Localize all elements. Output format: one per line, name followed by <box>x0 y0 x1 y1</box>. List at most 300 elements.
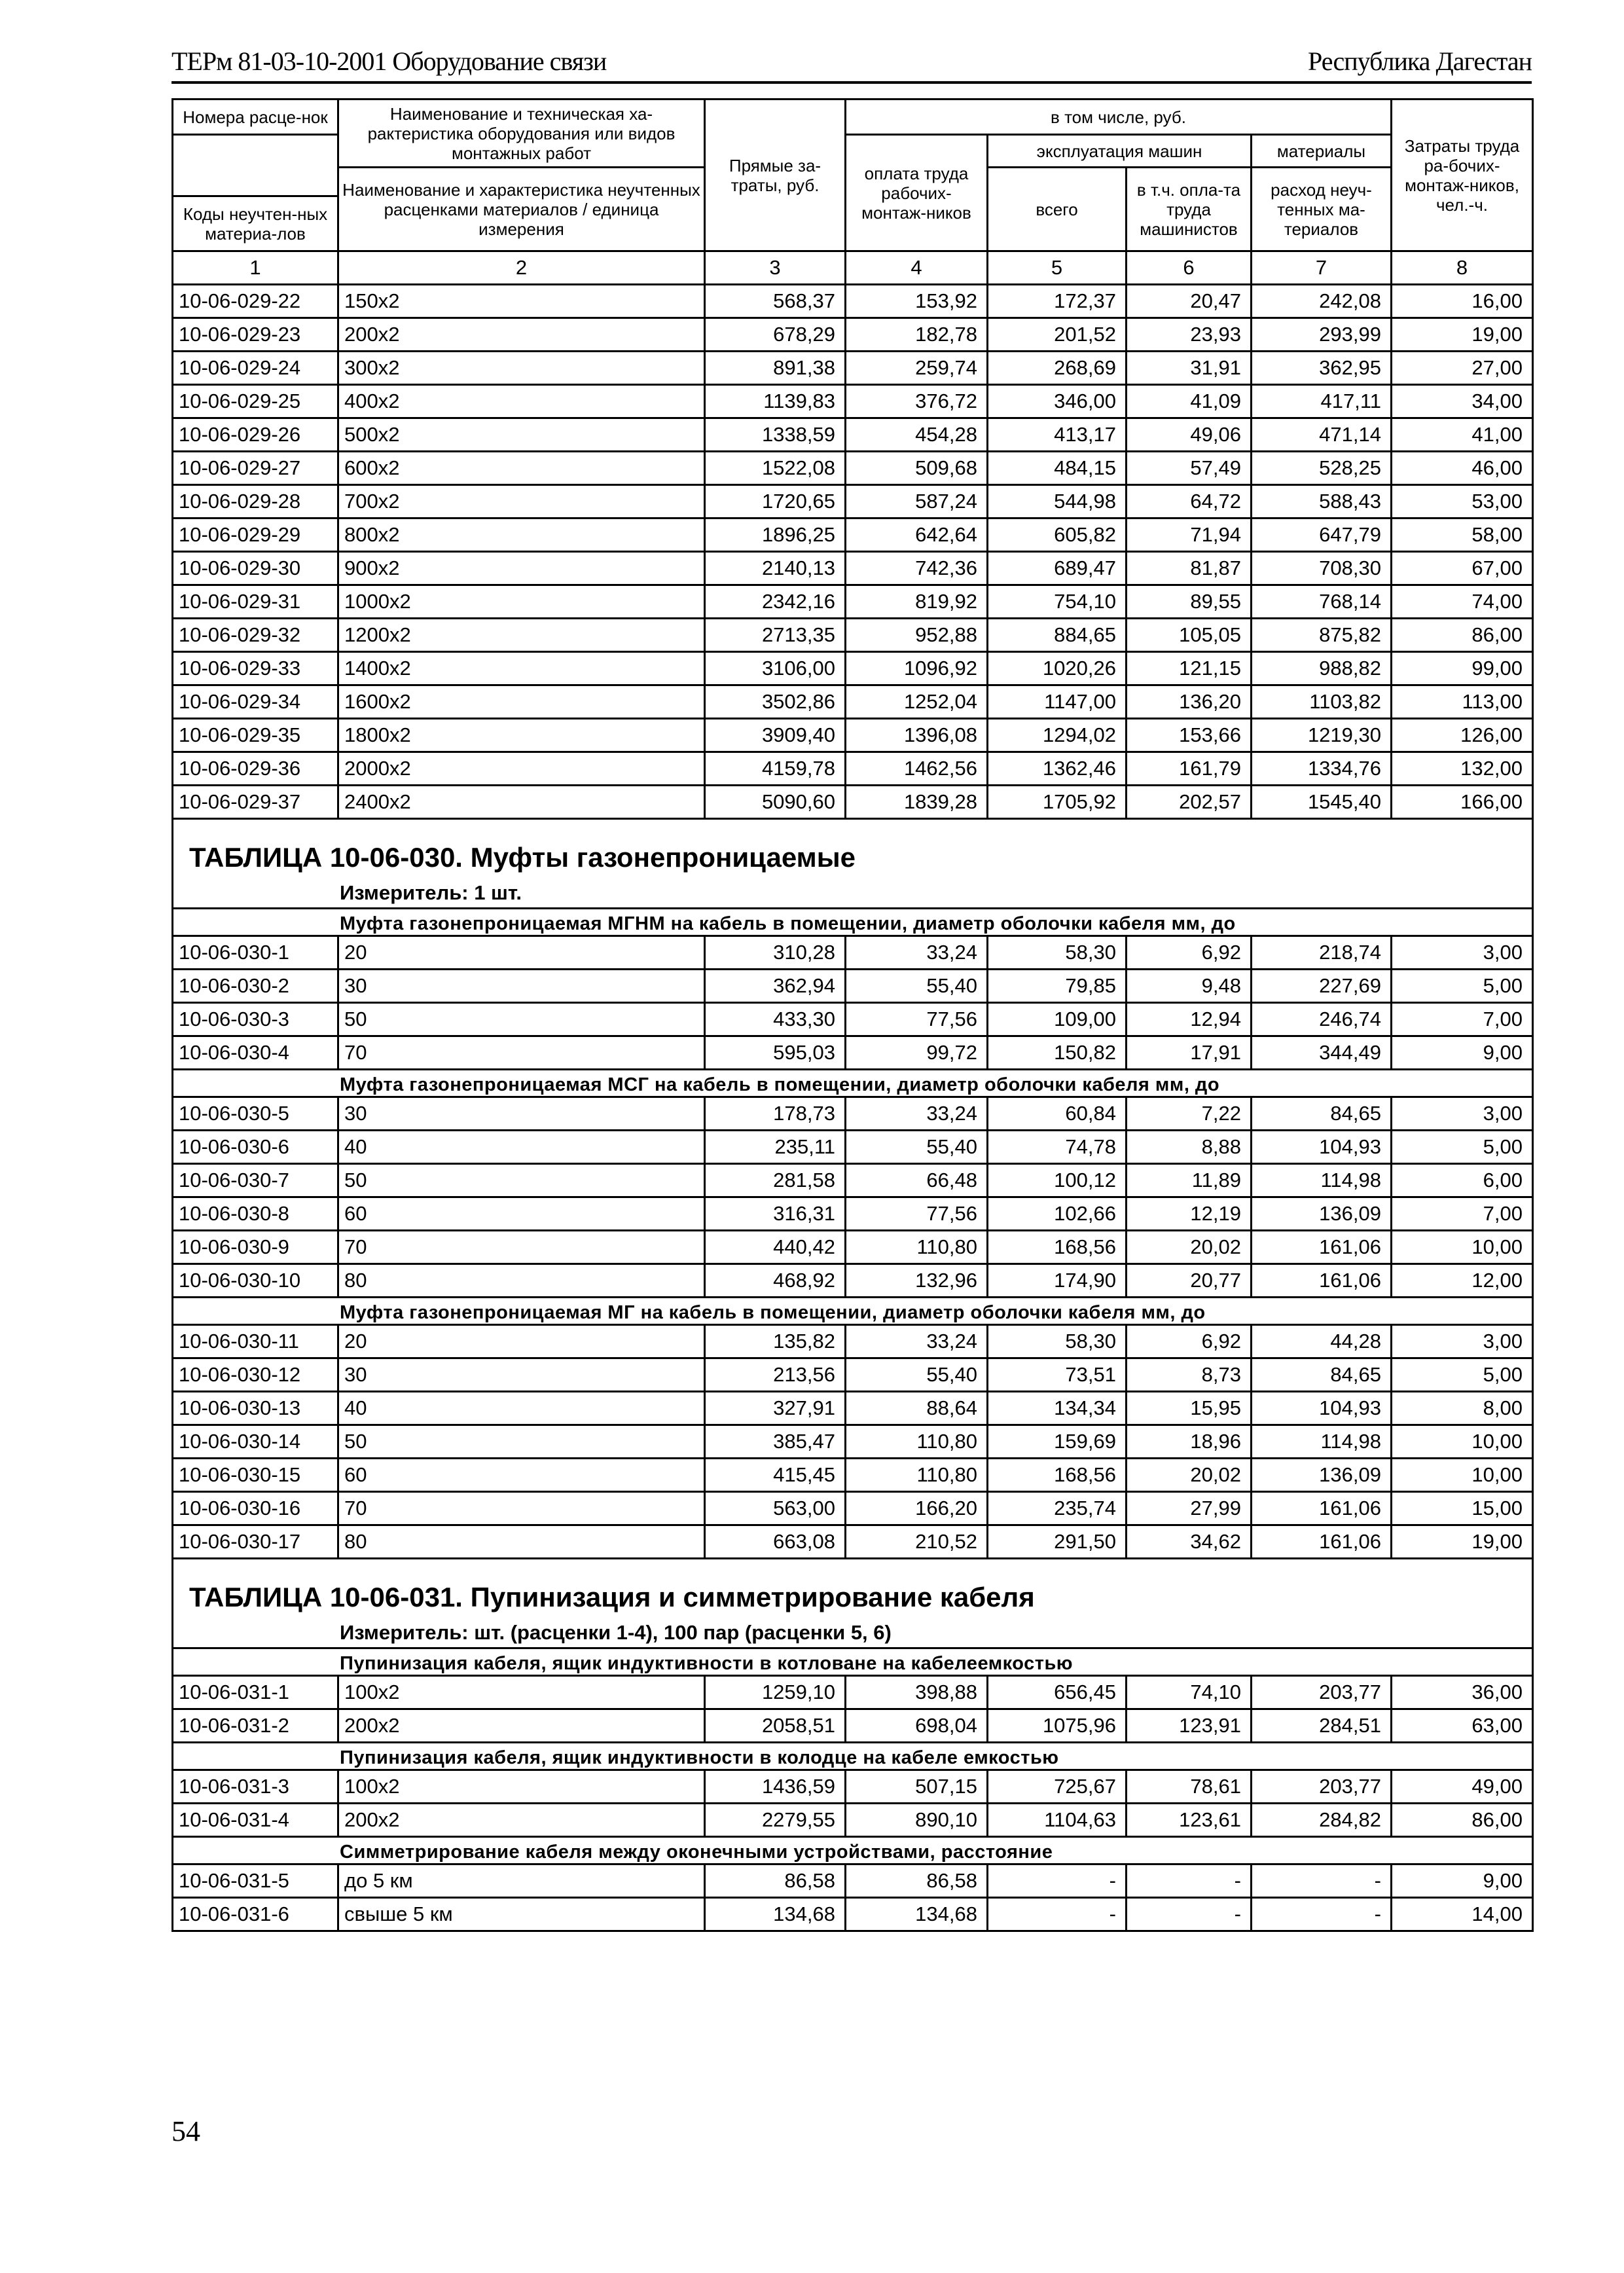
value-cell: 413,17 <box>988 418 1127 452</box>
value-cell: 210,52 <box>846 1525 988 1559</box>
rate-code-cell: 10-06-030-8 <box>173 1197 338 1231</box>
table-row <box>173 1264 1533 1298</box>
spec-cell: 50 <box>338 1164 705 1197</box>
value-cell: 74,00 <box>1392 585 1533 619</box>
value-cell: 182,78 <box>846 318 988 352</box>
value-cell: 484,15 <box>988 452 1127 485</box>
rate-code-cell: 10-06-029-31 <box>173 585 338 619</box>
rate-code-cell: 10-06-031-3 <box>173 1770 338 1804</box>
value-cell: 642,64 <box>846 518 988 552</box>
group-title: Муфта газонепроницаемая МСГ на кабель в помещении, диаметр оболочки кабеля мм, до <box>173 1070 1533 1097</box>
value-cell: - <box>1127 1898 1252 1931</box>
rate-code-cell: 10-06-029-25 <box>173 385 338 418</box>
value-cell: 20,77 <box>1127 1264 1252 1298</box>
value-cell: 20,02 <box>1127 1231 1252 1264</box>
rate-code-cell: 10-06-029-29 <box>173 518 338 552</box>
rate-code-cell: 10-06-031-2 <box>173 1709 338 1743</box>
value-cell: 952,88 <box>846 619 988 652</box>
value-cell: 78,61 <box>1127 1770 1252 1804</box>
value-cell: 168,56 <box>988 1459 1127 1492</box>
value-cell: - <box>988 1898 1127 1931</box>
value-cell: 5,00 <box>1392 970 1533 1003</box>
value-cell: 18,96 <box>1127 1425 1252 1459</box>
measure-row <box>173 1616 1533 1648</box>
value-cell: 9,00 <box>1392 1864 1533 1898</box>
value-cell: 161,06 <box>1252 1231 1392 1264</box>
value-cell: 109,00 <box>988 1003 1127 1036</box>
value-cell: 1362,46 <box>988 752 1127 786</box>
group-title: Симметрирование кабеля между оконечными устройствами, расстояние <box>173 1837 1533 1864</box>
table-row <box>173 1358 1533 1392</box>
value-cell: 1020,26 <box>988 652 1127 685</box>
table-row <box>173 1770 1533 1804</box>
value-cell: 19,00 <box>1392 318 1533 352</box>
header-document-code: ТЕРм 81-03-10-2001 Оборудование связи <box>171 46 607 76</box>
table-row <box>173 1804 1533 1837</box>
section-title-row <box>173 1559 1533 1616</box>
value-cell: 3502,86 <box>705 685 846 719</box>
value-cell: 433,30 <box>705 1003 846 1036</box>
header-rule <box>171 81 1532 84</box>
value-cell: 259,74 <box>846 352 988 385</box>
value-cell: 126,00 <box>1392 719 1533 752</box>
value-cell: 1096,92 <box>846 652 988 685</box>
table-row <box>173 970 1533 1003</box>
spec-cell: 200x2 <box>338 318 705 352</box>
value-cell: 113,00 <box>1392 685 1533 719</box>
value-cell: 362,95 <box>1252 352 1392 385</box>
value-cell: 1705,92 <box>988 786 1127 819</box>
spec-cell: 1000x2 <box>338 585 705 619</box>
table-row <box>173 752 1533 786</box>
section-title: ТАБЛИЦА 10-06-030. Муфты газонепроницаемые <box>173 819 1533 877</box>
value-cell: 99,72 <box>846 1036 988 1070</box>
value-cell: 415,45 <box>705 1459 846 1492</box>
value-cell: 507,15 <box>846 1770 988 1804</box>
page-header <box>171 39 1532 85</box>
value-cell: 563,00 <box>705 1492 846 1525</box>
spec-cell: 60 <box>338 1459 705 1492</box>
value-cell: 2140,13 <box>705 552 846 585</box>
value-cell: 19,00 <box>1392 1525 1533 1559</box>
value-cell: 53,00 <box>1392 485 1533 518</box>
spec-cell: 20 <box>338 1325 705 1358</box>
value-cell: 88,64 <box>846 1392 988 1425</box>
column-number-cell: 7 <box>1252 251 1392 285</box>
value-cell: 7,00 <box>1392 1003 1533 1036</box>
table-row <box>173 352 1533 385</box>
value-cell: 891,38 <box>705 352 846 385</box>
value-cell: 3,00 <box>1392 1325 1533 1358</box>
value-cell: 55,40 <box>846 1358 988 1392</box>
value-cell: 1252,04 <box>846 685 988 719</box>
spec-cell: 800x2 <box>338 518 705 552</box>
value-cell: 8,00 <box>1392 1392 1533 1425</box>
rate-code-cell: 10-06-030-14 <box>173 1425 338 1459</box>
value-cell: 12,19 <box>1127 1197 1252 1231</box>
rate-code-cell: 10-06-030-12 <box>173 1358 338 1392</box>
group-title-row <box>173 1070 1533 1097</box>
value-cell: 595,03 <box>705 1036 846 1070</box>
group-title-row <box>173 1743 1533 1770</box>
value-cell: 6,92 <box>1127 936 1252 970</box>
value-cell: 587,24 <box>846 485 988 518</box>
page-number: 54 <box>171 2115 200 2147</box>
value-cell: 689,47 <box>988 552 1127 585</box>
value-cell: 1720,65 <box>705 485 846 518</box>
column-number-cell: 3 <box>705 251 846 285</box>
col-machines-header: эксплуатация машин <box>988 135 1252 168</box>
value-cell: 123,61 <box>1127 1804 1252 1837</box>
value-cell: 362,94 <box>705 970 846 1003</box>
group-title-row <box>173 1648 1533 1676</box>
value-cell: 60,84 <box>988 1097 1127 1131</box>
table-row <box>173 1676 1533 1709</box>
spec-cell: 1400x2 <box>338 652 705 685</box>
rate-code-cell: 10-06-030-11 <box>173 1325 338 1358</box>
value-cell: 890,10 <box>846 1804 988 1837</box>
value-cell: 417,11 <box>1252 385 1392 418</box>
value-cell: 2058,51 <box>705 1709 846 1743</box>
value-cell: 1396,08 <box>846 719 988 752</box>
value-cell: 7,22 <box>1127 1097 1252 1131</box>
value-cell: 66,48 <box>846 1164 988 1197</box>
value-cell: 74,78 <box>988 1131 1127 1164</box>
value-cell: 86,58 <box>846 1864 988 1898</box>
group-title: Муфта газонепроницаемая МГНМ на кабель в помещении, диаметр оболочки кабеля мм, до <box>173 909 1533 936</box>
col-materials-header: материалы <box>1252 135 1392 168</box>
value-cell: 742,36 <box>846 552 988 585</box>
value-cell: 77,56 <box>846 1003 988 1036</box>
col-machines-total-header: всего <box>988 168 1127 251</box>
spec-cell: 600x2 <box>338 452 705 485</box>
table-row <box>173 1392 1533 1425</box>
value-cell: 178,73 <box>705 1097 846 1131</box>
value-cell: 5,00 <box>1392 1358 1533 1392</box>
value-cell: 509,68 <box>846 452 988 485</box>
rate-code-cell: 10-06-029-36 <box>173 752 338 786</box>
value-cell: 27,99 <box>1127 1492 1252 1525</box>
rate-code-cell: 10-06-030-1 <box>173 936 338 970</box>
value-cell: 12,94 <box>1127 1003 1252 1036</box>
value-cell: 136,09 <box>1252 1459 1392 1492</box>
value-cell: 1839,28 <box>846 786 988 819</box>
value-cell: 708,30 <box>1252 552 1392 585</box>
value-cell: 1147,00 <box>988 685 1127 719</box>
spec-cell: 1600x2 <box>338 685 705 719</box>
value-cell: 1139,83 <box>705 385 846 418</box>
spec-cell: 70 <box>338 1231 705 1264</box>
value-cell: 1259,10 <box>705 1676 846 1709</box>
spec-cell: 40 <box>338 1392 705 1425</box>
rate-code-cell: 10-06-030-13 <box>173 1392 338 1425</box>
measure-unit: Измеритель: шт. (расценки 1-4), 100 пар (расценки 5, 6) <box>173 1616 1533 1648</box>
value-cell: 10,00 <box>1392 1459 1533 1492</box>
value-cell: 5090,60 <box>705 786 846 819</box>
value-cell: 172,37 <box>988 285 1127 318</box>
table-row <box>173 786 1533 819</box>
table-row <box>173 1097 1533 1131</box>
value-cell: 1075,96 <box>988 1709 1127 1743</box>
value-cell: 110,80 <box>846 1459 988 1492</box>
value-cell: 134,34 <box>988 1392 1127 1425</box>
table-row <box>173 652 1533 685</box>
column-number-cell: 6 <box>1127 251 1252 285</box>
value-cell: 528,25 <box>1252 452 1392 485</box>
value-cell: 647,79 <box>1252 518 1392 552</box>
table-row <box>173 1864 1533 1898</box>
value-cell: 114,98 <box>1252 1425 1392 1459</box>
value-cell: 20,02 <box>1127 1459 1252 1492</box>
value-cell: 2713,35 <box>705 619 846 652</box>
value-cell: 31,91 <box>1127 352 1252 385</box>
spec-cell: 700x2 <box>338 485 705 518</box>
value-cell: 5,00 <box>1392 1131 1533 1164</box>
value-cell: 7,00 <box>1392 1197 1533 1231</box>
value-cell: 2342,16 <box>705 585 846 619</box>
group-title: Пупинизация кабеля, ящик индуктивности в котловане на кабелеемкостью <box>173 1648 1533 1676</box>
value-cell: 134,68 <box>705 1898 846 1931</box>
measure-unit: Измеритель: 1 шт. <box>173 876 1533 909</box>
value-cell: 17,91 <box>1127 1036 1252 1070</box>
header-region: Республика Дагестан <box>1308 46 1532 76</box>
value-cell: 153,66 <box>1127 719 1252 752</box>
table-row <box>173 1325 1533 1358</box>
value-cell: 33,24 <box>846 1325 988 1358</box>
rate-code-cell: 10-06-029-34 <box>173 685 338 719</box>
value-cell: 49,00 <box>1392 1770 1533 1804</box>
group-title-row <box>173 909 1533 936</box>
value-cell: 1338,59 <box>705 418 846 452</box>
spec-cell: 2000x2 <box>338 752 705 786</box>
value-cell: 2279,55 <box>705 1804 846 1837</box>
table-row <box>173 485 1533 518</box>
value-cell: 3909,40 <box>705 719 846 752</box>
value-cell: 86,58 <box>705 1864 846 1898</box>
value-cell: 454,28 <box>846 418 988 452</box>
value-cell: 875,82 <box>1252 619 1392 652</box>
value-cell: 6,92 <box>1127 1325 1252 1358</box>
value-cell: 754,10 <box>988 585 1127 619</box>
column-number-cell: 8 <box>1392 251 1533 285</box>
value-cell: 1104,63 <box>988 1804 1127 1837</box>
col-rate-number-header: Номера расце-нок <box>173 100 338 135</box>
value-cell: 34,00 <box>1392 385 1533 418</box>
value-cell: 12,00 <box>1392 1264 1533 1298</box>
rate-code-cell: 10-06-030-17 <box>173 1525 338 1559</box>
value-cell: 471,14 <box>1252 418 1392 452</box>
rates-table <box>171 98 1534 1932</box>
spec-cell: 500x2 <box>338 418 705 452</box>
value-cell: 385,47 <box>705 1425 846 1459</box>
rate-code-cell: 10-06-029-33 <box>173 652 338 685</box>
value-cell: 284,51 <box>1252 1709 1392 1743</box>
rate-code-cell: 10-06-030-6 <box>173 1131 338 1164</box>
value-cell: 281,58 <box>705 1164 846 1197</box>
value-cell: 544,98 <box>988 485 1127 518</box>
value-cell: 1545,40 <box>1252 786 1392 819</box>
rate-code-cell: 10-06-030-5 <box>173 1097 338 1131</box>
spec-cell: 70 <box>338 1492 705 1525</box>
value-cell: 49,06 <box>1127 418 1252 452</box>
value-cell: 159,69 <box>988 1425 1127 1459</box>
value-cell: 235,11 <box>705 1131 846 1164</box>
rate-code-cell: 10-06-030-9 <box>173 1231 338 1264</box>
table-row <box>173 1492 1533 1525</box>
value-cell: 10,00 <box>1392 1231 1533 1264</box>
value-cell: - <box>1252 1864 1392 1898</box>
table-row <box>173 619 1533 652</box>
value-cell: 988,82 <box>1252 652 1392 685</box>
value-cell: 9,48 <box>1127 970 1252 1003</box>
value-cell: 568,37 <box>705 285 846 318</box>
rate-code-cell: 10-06-030-4 <box>173 1036 338 1070</box>
spec-cell: до 5 км <box>338 1864 705 1898</box>
value-cell: 327,91 <box>705 1392 846 1425</box>
table-row <box>173 936 1533 970</box>
value-cell: 227,69 <box>1252 970 1392 1003</box>
value-cell: 203,77 <box>1252 1676 1392 1709</box>
value-cell: 81,87 <box>1127 552 1252 585</box>
value-cell: 656,45 <box>988 1676 1127 1709</box>
spec-cell: 60 <box>338 1197 705 1231</box>
rate-code-cell: 10-06-029-24 <box>173 352 338 385</box>
value-cell: 346,00 <box>988 385 1127 418</box>
value-cell: 86,00 <box>1392 1804 1533 1837</box>
value-cell: 1462,56 <box>846 752 988 786</box>
rate-code-cell: 10-06-030-16 <box>173 1492 338 1525</box>
value-cell: 218,74 <box>1252 936 1392 970</box>
value-cell: 41,00 <box>1392 418 1533 452</box>
col-including-group-header: в том числе, руб. <box>846 100 1392 135</box>
column-number-cell: 4 <box>846 251 988 285</box>
value-cell: 3,00 <box>1392 936 1533 970</box>
column-number-cell: 1 <box>173 251 338 285</box>
value-cell: 123,91 <box>1127 1709 1252 1743</box>
spec-cell: 1200x2 <box>338 619 705 652</box>
value-cell: 316,31 <box>705 1197 846 1231</box>
value-cell: 398,88 <box>846 1676 988 1709</box>
value-cell: 104,93 <box>1252 1131 1392 1164</box>
value-cell: 4159,78 <box>705 752 846 786</box>
spec-cell: 50 <box>338 1003 705 1036</box>
value-cell: 202,57 <box>1127 786 1252 819</box>
value-cell: 110,80 <box>846 1425 988 1459</box>
table-row <box>173 452 1533 485</box>
value-cell: 203,77 <box>1252 1770 1392 1804</box>
value-cell: 468,92 <box>705 1264 846 1298</box>
col-labor-hours-header: Затраты труда ра-бочих-монтаж-ников, чел.-ч. <box>1392 100 1533 251</box>
value-cell: 44,28 <box>1252 1325 1392 1358</box>
rate-code-cell: 10-06-029-37 <box>173 786 338 819</box>
col-material-codes-header: Коды неучтен-ных материа-лов <box>173 196 338 251</box>
column-number-row <box>173 251 1533 285</box>
table-row <box>173 1197 1533 1231</box>
column-number-cell: 2 <box>338 251 705 285</box>
value-cell: 33,24 <box>846 1097 988 1131</box>
value-cell: 41,09 <box>1127 385 1252 418</box>
spec-cell: 1800x2 <box>338 719 705 752</box>
value-cell: 1294,02 <box>988 719 1127 752</box>
value-cell: 9,00 <box>1392 1036 1533 1070</box>
value-cell: 678,29 <box>705 318 846 352</box>
measure-row <box>173 876 1533 909</box>
value-cell: 291,50 <box>988 1525 1127 1559</box>
value-cell: 293,99 <box>1252 318 1392 352</box>
value-cell: 89,55 <box>1127 585 1252 619</box>
value-cell: 819,92 <box>846 585 988 619</box>
col-direct-costs-header: Прямые за-траты, руб. <box>705 100 846 251</box>
column-number-cell: 5 <box>988 251 1127 285</box>
rate-code-cell: 10-06-031-5 <box>173 1864 338 1898</box>
rate-code-cell: 10-06-029-28 <box>173 485 338 518</box>
col-worker-wages-header: оплата труда рабочих-монтаж-ников <box>846 135 988 251</box>
rate-code-cell: 10-06-030-7 <box>173 1164 338 1197</box>
spec-cell: 70 <box>338 1036 705 1070</box>
value-cell: 105,05 <box>1127 619 1252 652</box>
section-title-row <box>173 819 1533 877</box>
value-cell: 114,98 <box>1252 1164 1392 1197</box>
value-cell: 132,96 <box>846 1264 988 1298</box>
value-cell: 84,65 <box>1252 1097 1392 1131</box>
table-row <box>173 1164 1533 1197</box>
value-cell: 33,24 <box>846 936 988 970</box>
value-cell: 63,00 <box>1392 1709 1533 1743</box>
table-row <box>173 1036 1533 1070</box>
value-cell: 55,40 <box>846 1131 988 1164</box>
rate-code-cell: 10-06-031-1 <box>173 1676 338 1709</box>
col-machinist-wages-header: в т.ч. опла-та труда машинистов <box>1127 168 1252 251</box>
table-row <box>173 719 1533 752</box>
value-cell: 104,93 <box>1252 1392 1392 1425</box>
value-cell: 135,82 <box>705 1325 846 1358</box>
value-cell: 310,28 <box>705 936 846 970</box>
col-unaccounted-materials-header: расход неуч-тенных ма-териалов <box>1252 168 1392 251</box>
value-cell: 344,49 <box>1252 1036 1392 1070</box>
value-cell: 166,20 <box>846 1492 988 1525</box>
value-cell: 79,85 <box>988 970 1127 1003</box>
rate-code-cell: 10-06-029-23 <box>173 318 338 352</box>
value-cell: 134,68 <box>846 1898 988 1931</box>
value-cell: 58,00 <box>1392 518 1533 552</box>
value-cell: 55,40 <box>846 970 988 1003</box>
spec-cell: 40 <box>338 1131 705 1164</box>
value-cell: 153,92 <box>846 285 988 318</box>
value-cell: 23,93 <box>1127 318 1252 352</box>
value-cell: 884,65 <box>988 619 1127 652</box>
value-cell: 605,82 <box>988 518 1127 552</box>
value-cell: 1334,76 <box>1252 752 1392 786</box>
value-cell: 16,00 <box>1392 285 1533 318</box>
table-row <box>173 318 1533 352</box>
table-row <box>173 1525 1533 1559</box>
rate-code-cell: 10-06-029-26 <box>173 418 338 452</box>
col-material-name-header: Наименование и характеристика неучтенных расценками материалов / единица измерения <box>338 168 705 251</box>
spec-cell: 80 <box>338 1264 705 1298</box>
spec-cell: 100x2 <box>338 1676 705 1709</box>
value-cell: 201,52 <box>988 318 1127 352</box>
table-row <box>173 685 1533 719</box>
table-row <box>173 518 1533 552</box>
value-cell: 102,66 <box>988 1197 1127 1231</box>
rate-code-cell: 10-06-030-10 <box>173 1264 338 1298</box>
value-cell: - <box>1127 1864 1252 1898</box>
value-cell: - <box>1252 1898 1392 1931</box>
rate-code-cell: 10-06-031-6 <box>173 1898 338 1931</box>
value-cell: 3,00 <box>1392 1097 1533 1131</box>
group-title-row <box>173 1298 1533 1325</box>
value-cell: 376,72 <box>846 385 988 418</box>
